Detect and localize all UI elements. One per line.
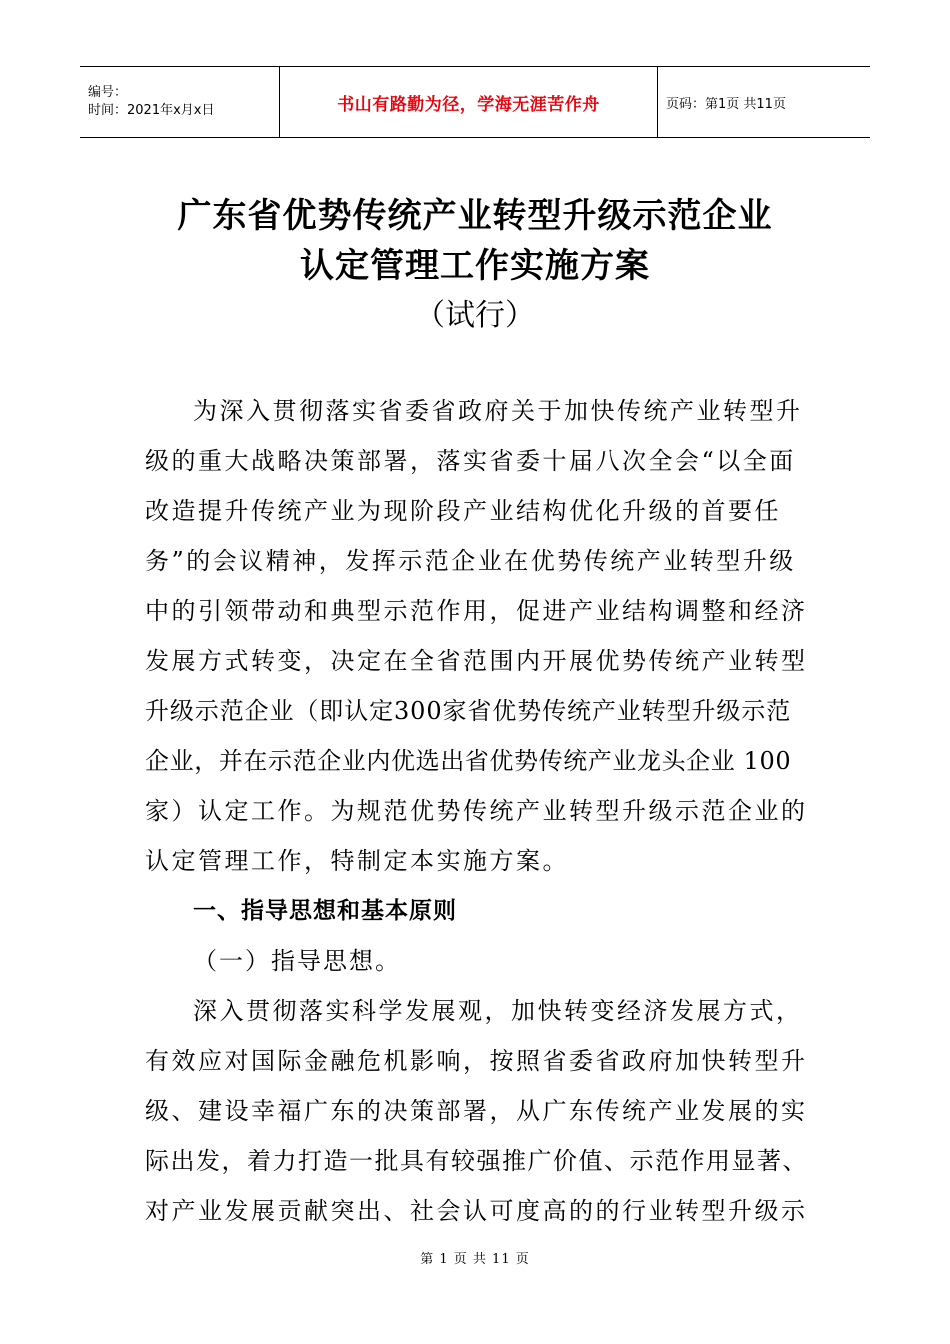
intro-line: 改造提升传统产业为现阶段产业结构优化升级的首要任 [145,497,781,525]
intro-line: 发展方式转变，决定在全省范围内开展优势传统产业转型 [145,647,808,675]
header-meta [80,67,280,137]
intro-line: 为深入贯彻落实省委省政府关于加快传统产业转型升 [193,397,803,425]
section-heading: 一、指导思想和基本原则 [193,898,457,924]
guiding-line: 对产业发展贡献突出、社会认可度高的的行业转型升级示 [145,1197,808,1225]
document-title-line1: 广东省优势传统产业转型升级示范企业 [177,196,773,236]
intro-line: 升级示范企业（即认定300家省优势传统产业转型升级示范 [145,697,792,725]
guiding-line: 际出发，着力打造一批具有较强推广价值、示范作用显著、 [145,1147,808,1175]
guiding-line: 级、建设幸福广东的决策部署，从广东传统产业发展的实 [145,1097,808,1125]
intro-line: 中的引领带动和典型示范作用，促进产业结构调整和经济 [145,597,808,625]
intro-line: 家）认定工作。为规范优势传统产业转型升级示范企业的 [145,797,808,825]
intro-paragraph [145,386,810,886]
page-footer: 第 1 页 共 11 页 [420,1252,530,1267]
intro-line: 务”的会议精神，发挥示范企业在优势传统产业转型升级 [145,547,796,575]
subsection-heading: （一）指导思想。 [193,947,401,975]
time-label: 时间：2021年x月x日 [88,103,215,118]
header-page-info [658,67,870,137]
number-label: 编号： [88,85,128,100]
guiding-line: 有效应对国际金融危机影响，按照省委省政府加快转型升 [145,1047,808,1075]
intro-line: 级的重大战略决策部署，落实省委十届八次全会“以全面 [145,447,796,475]
document-header [80,66,870,138]
page-info-text: 页码：第1页 共11页 [666,96,786,112]
guiding-line: 深入贯彻落实科学发展观，加快转变经济发展方式， [193,997,803,1025]
document-subtitle: （试行） [415,298,535,333]
intro-line: 认定管理工作，特制定本实施方案。 [145,847,569,875]
document-body [145,386,810,1236]
document-title-line2: 认定管理工作实施方案 [300,246,650,286]
motto-text: 书山有路勤为径，学海无涯苦作舟 [337,94,600,115]
intro-line: 企业，并在示范企业内优选出省优势传统产业龙头企业 100 [145,747,792,775]
header-motto-cell [280,67,658,137]
guiding-paragraph [145,986,810,1236]
